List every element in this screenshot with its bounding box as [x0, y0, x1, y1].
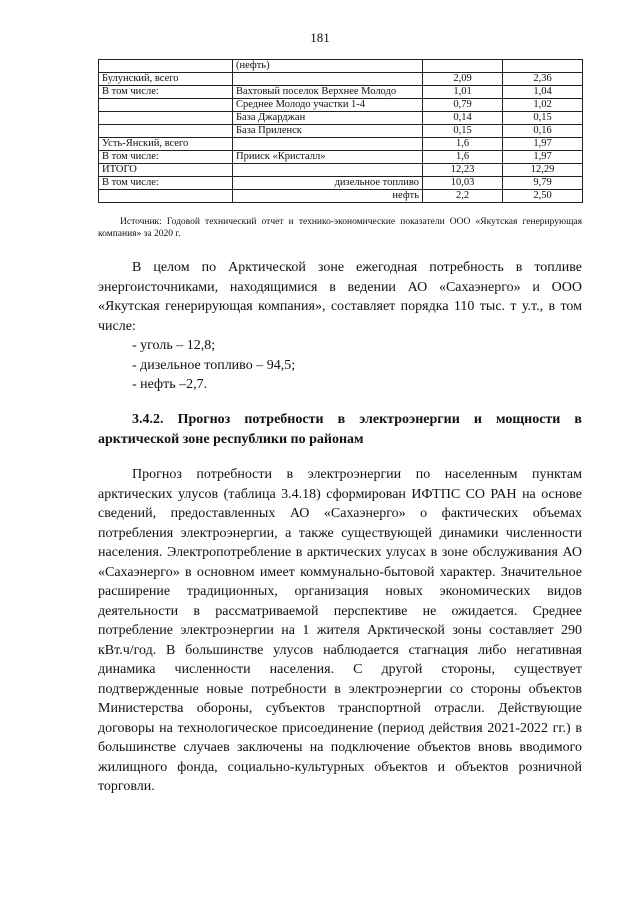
table-cell: 2,36 [503, 73, 583, 86]
table-cell: 9,79 [503, 177, 583, 190]
table-row [99, 151, 583, 164]
table-source-note: Источник: Годовой технический отчет и технико-экономические показатели ООО «Якутская генерирующая компания» за 2020 г. [98, 217, 582, 239]
table-row [99, 86, 583, 99]
table-cell: 0,14 [423, 112, 503, 125]
table-cell: 0,16 [503, 125, 583, 138]
table-cell: 1,6 [423, 138, 503, 151]
table-cell: 0,79 [423, 99, 503, 112]
paragraph-summary-text: В целом по Арктической зоне ежегодная потребность в топливе энергоисточниками, находящимися в ведении АО «Сахаэнерго» и ООО «Якутская генерирующая компания», составляет порядка 110 тыс. т у.т., в том числе: [98, 260, 582, 334]
fuel-list [132, 336, 582, 395]
table-cell [423, 60, 503, 73]
paragraph-forecast [98, 465, 582, 797]
paragraph-summary [98, 258, 582, 336]
table-row [99, 177, 583, 190]
table-cell: 0,15 [503, 112, 583, 125]
table-cell: 2,50 [503, 190, 583, 203]
table-cell: В том числе: [99, 177, 233, 190]
page-number: 181 [310, 30, 330, 45]
table-cell [503, 60, 583, 73]
table-cell: 12,29 [503, 164, 583, 177]
table-cell: нефть [233, 190, 423, 203]
table-cell: 2,09 [423, 73, 503, 86]
table-cell: Прииск «Кристалл» [233, 151, 423, 164]
table-cell [99, 112, 233, 125]
table-cell: дизельное топливо [233, 177, 423, 190]
table-cell: В том числе: [99, 86, 233, 99]
table-cell: Среднее Молодо участки 1-4 [233, 99, 423, 112]
table-cell [99, 99, 233, 112]
table-cell [99, 190, 233, 203]
table-row [99, 190, 583, 203]
table-cell: В том числе: [99, 151, 233, 164]
section-heading: 3.4.2. Прогноз потребности в электроэнергии и мощности в арктической зоне республики по районам [98, 412, 582, 447]
table-cell: 2,2 [423, 190, 503, 203]
table-row [99, 164, 583, 177]
table-cell: (нефть) [233, 60, 423, 73]
table-cell: ИТОГО [99, 164, 233, 177]
table-cell [99, 60, 233, 73]
table-cell: 1,02 [503, 99, 583, 112]
table-cell: Булунский, всего [99, 73, 233, 86]
table-cell: 0,15 [423, 125, 503, 138]
table-cell [233, 164, 423, 177]
fuel-list-item-diesel: - дизельное топливо – 94,5; [132, 357, 296, 373]
table-cell [233, 138, 423, 151]
paragraph-forecast-text: Прогноз потребности в электроэнергии по населенным пунктам арктических улусов (таблица 3.4.18) сформирован ИФТПС СО РАН на основе сведений, предоставленных АО «Сахаэнерго» о фактических объемах потребления электроэнергии, а также существующей динамики численности населения. Электропотребление в арктических улусах в зоне обслуживания АО «Сахаэнерго» в основном имеет коммунально-бытовой характер. Значительное расширение традиционных, организация новых экономических видов деятельности в рассматриваемой перспективе не ожидается. Среднее потребление электроэнергии на 1 жителя Арктической зоны составляет 290 кВт.ч/год. В большинстве улусов наблюдается стагнация либо негативная динамика численности населения. С другой стороны, существует подтвержденные новые потребности в электроэнергии со стороны объектов Министерства обороны, субъектов транспортной отрасли. Действующие договоры на технологическое присоединение (период действия 2021-2022 гг.) в большинстве случаев заключены на подключение объектов вновь вводимого жилищного фонда, социально-культурных объектов и объектов розничной торговли. [98, 467, 582, 794]
table-cell: 1,97 [503, 138, 583, 151]
table-row [99, 73, 583, 86]
table-cell: 1,04 [503, 86, 583, 99]
table-cell [233, 73, 423, 86]
fuel-list-item-oil: - нефть –2,7. [132, 377, 208, 392]
fuel-demand-table [98, 59, 583, 203]
table-cell: 12,23 [423, 164, 503, 177]
table-cell: Вахтовый поселок Верхнее Молодо [233, 86, 423, 99]
table-row [99, 125, 583, 138]
table-row [99, 60, 583, 73]
table-cell: Усть-Янский, всего [99, 138, 233, 151]
fuel-list-item-coal: - уголь – 12,8; [132, 338, 216, 353]
table-cell: База Приленск [233, 125, 423, 138]
table-cell [99, 125, 233, 138]
table-cell: База Джарджан [233, 112, 423, 125]
table-row [99, 99, 583, 112]
table-cell: 1,01 [423, 86, 503, 99]
table-cell: 1,97 [503, 151, 583, 164]
table-cell: 10,03 [423, 177, 503, 190]
table-row [99, 138, 583, 151]
table-row [99, 112, 583, 125]
table-cell: 1,6 [423, 151, 503, 164]
